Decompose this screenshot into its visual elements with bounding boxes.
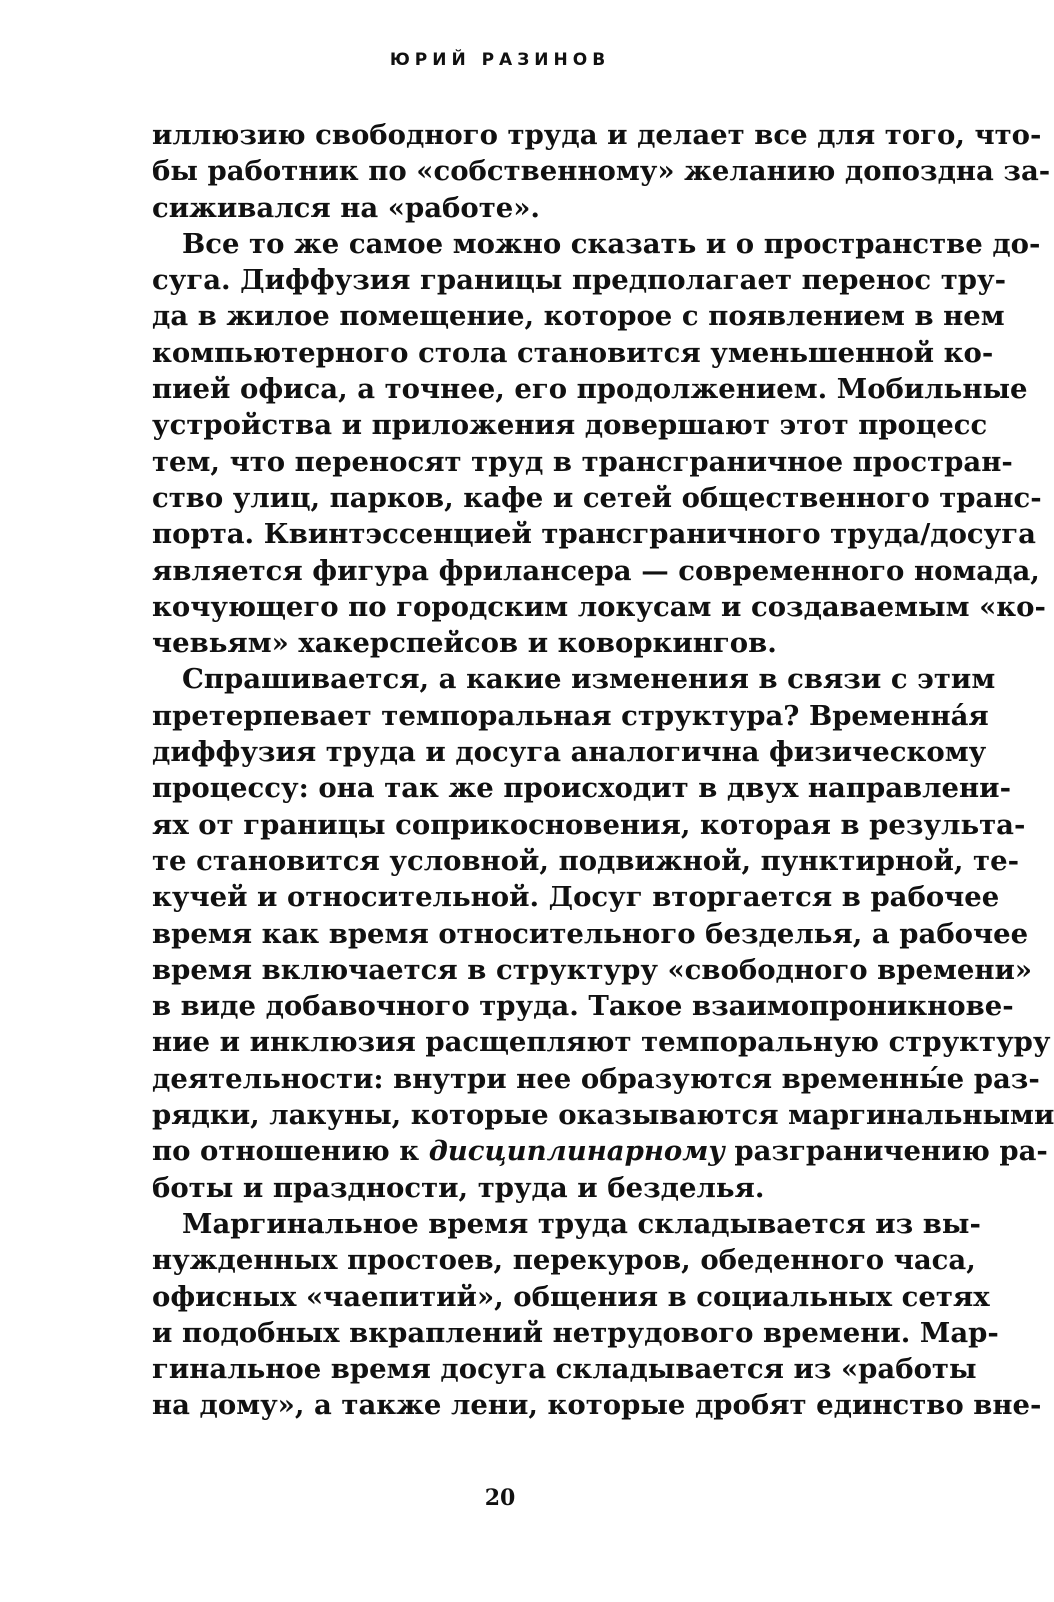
- text-line: компьютерного стола становится уменьшенной ко-: [152, 336, 994, 369]
- text-line: иллюзию свободного труда и делает все для того, что-: [152, 119, 1042, 151]
- page-number: 20: [484, 1485, 516, 1511]
- text-line: процессу: она так же происходит в двух направлени-: [152, 772, 1011, 805]
- text-line: гинальное время досуга складывается из «работы: [152, 1353, 977, 1386]
- text-line: кочующего по городским локусам и создаваемым «ко-: [152, 590, 1046, 623]
- text-line: Все то же самое можно сказать и о пространстве до-: [182, 227, 1041, 260]
- text-line: кучей и относительной. Досуг вторгается в рабочее: [152, 881, 1000, 914]
- text-line: в виде добавочного труда. Такое взаимопроникнове-: [152, 990, 1014, 1023]
- text-line: диффузия труда и досуга аналогична физическому: [152, 736, 987, 769]
- text-line: рядки, лакуны, которые оказываются маргинальными: [152, 1099, 1054, 1132]
- text-line: бы работник по «собственному» желанию допоздна за-: [152, 155, 1051, 188]
- text-line: ство улиц, парков, кафе и сетей общественного транс-: [152, 481, 1042, 514]
- text-line: боты и праздности, труда и безделья.: [152, 1171, 765, 1204]
- text-line: суга. Диффузия границы предполагает перенос тру-: [152, 264, 1007, 297]
- text-line: Маргинальное время труда складывается из вы-: [182, 1207, 981, 1240]
- text-line: Спрашивается, а какие изменения в связи с этим: [182, 663, 996, 696]
- text-line: те становится условной, подвижной, пунктирной, те-: [152, 844, 1020, 877]
- text-line: да в жилое помещение, которое с появлением в нем: [152, 300, 1005, 333]
- text-line: ях от границы соприкосновения, которая в результа-: [152, 808, 1026, 841]
- text-line: нужденных простоев, перекуров, обеденного часа,: [152, 1244, 976, 1277]
- text-line: тем, что переносят труд в трансграничное простран-: [152, 445, 1013, 478]
- text-line: устройства и приложения довершают этот процесс: [152, 409, 988, 442]
- text-line: пией офиса, а точнее, его продолжением. Мобильные: [152, 373, 1028, 406]
- text-line-with-emphasis: [152, 1133, 1048, 1169]
- text-line: время как время относительного безделья, а рабочее: [152, 917, 1029, 950]
- text-run: разграничению ра-: [724, 1135, 1048, 1168]
- text-line: сиживался на «работе».: [152, 191, 540, 224]
- body-text: [152, 117, 1054, 1424]
- text-line: чевьям» хакерспейсов и коворкингов.: [152, 627, 777, 660]
- text-line: порта. Квинтэссенцией трансграничного труда/досуга: [152, 518, 1036, 551]
- text-line: на дому», а также лени, которые дробят единство вне-: [152, 1389, 1042, 1422]
- text-line: офисных «чаепитий», общения в социальных сетях: [152, 1280, 990, 1313]
- text-line: претерпевает темпоральная структура? Временна́я: [152, 699, 989, 732]
- text-line: деятельности: внутри нее образуются временны́е раз-: [152, 1062, 1040, 1095]
- text-run: по отношению к: [152, 1135, 429, 1168]
- text-line: и подобных вкраплений нетрудового времени. Мар-: [152, 1316, 999, 1349]
- text-line: является фигура фрилансера — современного номада,: [152, 554, 1040, 587]
- emphasis-run: дисциплинарному: [428, 1135, 725, 1168]
- running-head: ЮРИЙ РАЗИНОВ: [389, 50, 611, 70]
- text-line: ние и инклюзия расщепляют темпоральную структуру: [152, 1026, 1051, 1059]
- text-line: время включается в структуру «свободного времени»: [152, 953, 1033, 986]
